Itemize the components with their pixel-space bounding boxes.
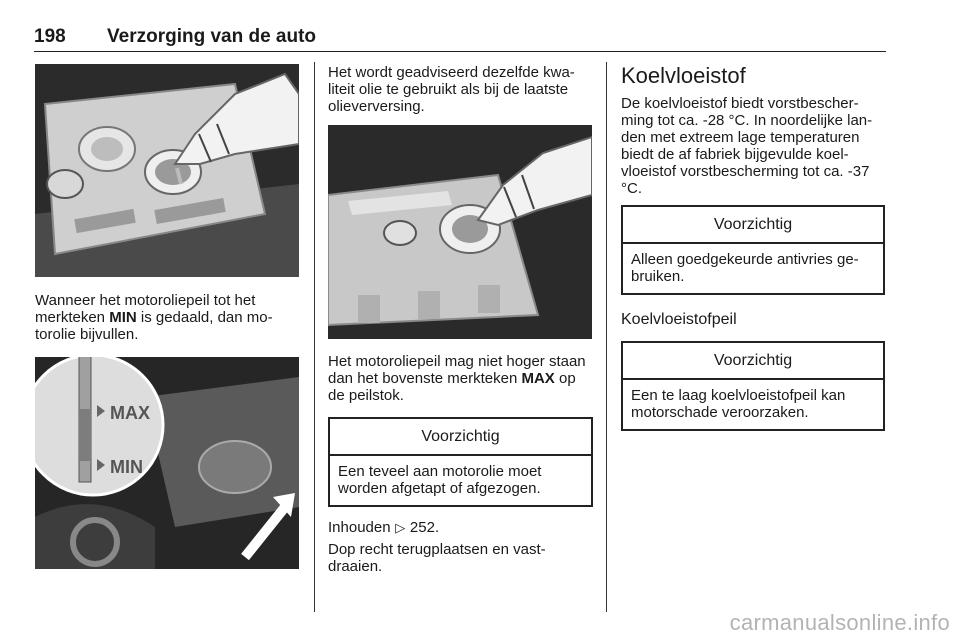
oil-quality-text: Het wordt geadviseerd dezelfde kwa-liteit olie te gebruikt als bij de laatste olieverversing. [328,64,575,115]
page-number: 198 [34,26,66,47]
column-1 [35,64,299,569]
caution-body: Alleen goedgekeurde antivries ge-bruiken. [631,251,859,285]
cap-refit-text: Dop recht terugplaatsen en vast-draaien. [328,541,546,575]
column-divider-2 [606,62,607,612]
page-header [34,26,886,50]
oil-max-level-text: Het motoroliepeil mag niet hoger staan dan het bovenste merkteken MAX op de peilstok. [328,353,586,404]
coolant-level-subheading: Koelvloeistofpeil [621,311,737,328]
watermark: carmanualsonline.info [729,610,950,635]
capacity-reference: Inhouden ▷ 252. [328,519,440,536]
caution-title: Voorzichtig [330,419,591,456]
coolant-intro-text: De koelvloeistof biedt vorstbescher-ming tot ca. -28 °C. In noordelijke lan-den met extreem lage temperaturen biedt de af fabriek bijgevulde koel-vloeistof vorstbescherming tot ca. -37 °C. [621,95,873,197]
header-divider [34,51,886,52]
capacity-page-link[interactable]: 252. [409,519,440,536]
min-mark-label: MIN [110,457,143,477]
min-mark-text: MIN [109,309,137,326]
caution-box-coolant-level [621,341,885,431]
coolant-heading: Koelvloeistof [621,63,746,88]
reference-arrow-icon: ▷ [395,520,406,535]
caution-title: Voorzichtig [623,343,883,380]
oil-filler-cap-figure [35,64,299,277]
page-title: Verzorging van de auto [107,26,317,47]
oil-fill-illustration [328,125,592,339]
caution-body: Een te laag koelvloeistofpeil kan motorschade veroorzaken. [631,387,846,421]
caution-box-antifreeze [621,205,885,295]
dipstick-figure [35,357,299,569]
column-divider-1 [314,62,315,612]
caution-title: Voorzichtig [623,207,883,244]
oil-min-caption: Wanneer het motoroliepeil tot het merkteken MIN is gedaald, dan mo-torolie bijvullen. [35,292,273,343]
engine-oil-pour-illustration [35,64,299,277]
max-mark-text: MAX [521,370,555,387]
column-2 [328,64,593,575]
max-mark-label: MAX [110,403,150,423]
dipstick-illustration [35,357,299,569]
caution-body: Een teveel aan motorolie moet worden afgetapt of afgezogen. [338,463,542,497]
column-3 [621,64,885,431]
oil-pour-figure [328,125,592,339]
caution-box-oil [328,417,593,507]
